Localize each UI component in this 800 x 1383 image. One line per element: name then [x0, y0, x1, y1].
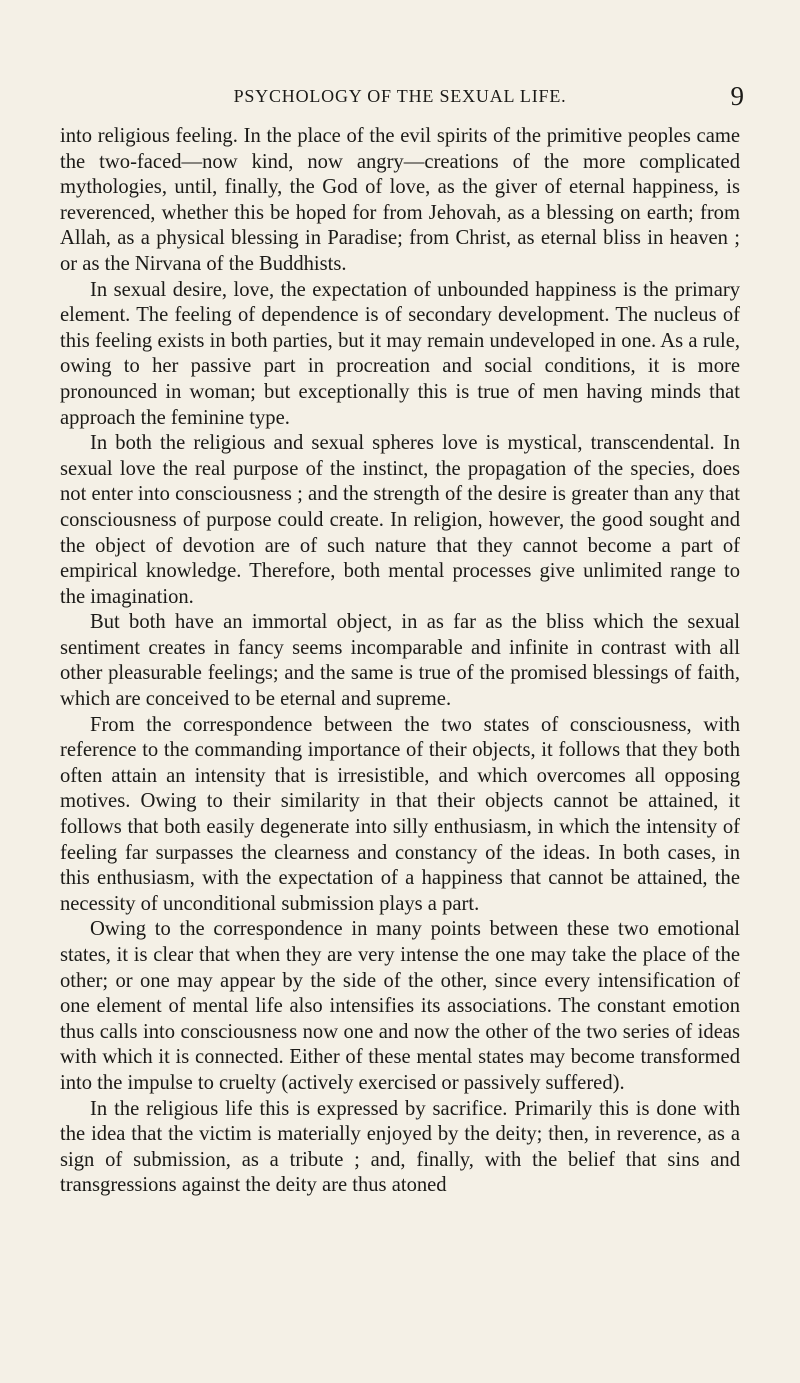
page-header — [60, 81, 744, 114]
paragraph: But both have an immortal object, in as far as the bliss which the sexual sentiment creates in fancy seems incomparable and infinite in contrast with all other pleasurable feelings; and the same is true of the promised blessings of faith, which are conceived to be eternal and supreme. — [60, 611, 740, 711]
body-text — [60, 124, 740, 1199]
paragraph-continued: into religious feeling. In the place of the evil spirits of the primitive peoples came the two-faced—now kind, now angry—creations of the more complicated mythologies, until, finally, the God of love, as the giver of eternal happiness, is reverenced, whether this be hoped for from Jehovah, as a blessing on earth; from Allah, as a physical blessing in Paradise; from Christ, as eternal bliss in heaven ; or as the Nirvana of the Buddhists. — [60, 125, 740, 275]
paragraph: From the correspondence between the two states of consciousness, with reference to the commanding importance of their objects, it follows that they both often attain an intensity that is irresistible, and which overcomes all opposing motives. Owing to their similarity in that their objects cannot be attained, it follows that both easily degenerate into silly enthusiasm, in which the intensity of feeling far surpasses the clearness and constancy of the ideas. In both cases, in this enthusiasm, with the expectation of a happiness that cannot be attained, the necessity of unconditional submission plays a part. — [60, 713, 740, 915]
paragraph: In sexual desire, love, the expectation of unbounded happiness is the primary element. The feeling of dependence is of secondary development. The nucleus of this feeling exists in both parties, but it may remain undeveloped in one. As a rule, owing to her passive part in procreation and social conditions, it is more pronounced in woman; but exceptionally this is true of men having minds that approach the feminine type. — [60, 278, 740, 429]
paragraph: In the religious life this is expressed by sacrifice. Primarily this is done with the idea that the victim is materially enjoyed by the deity; then, in reverence, as a sign of submission, as a tribute ; and, finally, with the belief that sins and transgressions against the deity are thus atoned — [60, 1097, 740, 1197]
paragraph: In both the religious and sexual spheres love is mystical, transcendental. In sexual love the real purpose of the instinct, the propagation of the species, does not enter into consciousness ; and the strength of the desire is greater than any that consciousness of purpose could create. In religion, however, the good sought and the object of devotion are of such nature that they cannot become a part of empirical knowledge. Therefore, both mental processes give unlimited range to the imagination. — [60, 432, 740, 608]
paragraph: Owing to the correspondence in many points between these two emotional states, it is clear that when they are very intense the one may take the place of the other; or one may appear by the side of the other, since every intensification of one element of mental life also intensifies its associations. The constant emotion thus calls into consciousness now one and now the other of the two series of ideas with which it is connected. Either of these mental states may become transformed into the impulse to cruelty (actively exercised or passively suffered). — [60, 918, 740, 1094]
running-head: PSYCHOLOGY OF THE SEXUAL LIFE. — [233, 86, 567, 106]
page-number: 9 — [730, 81, 744, 111]
